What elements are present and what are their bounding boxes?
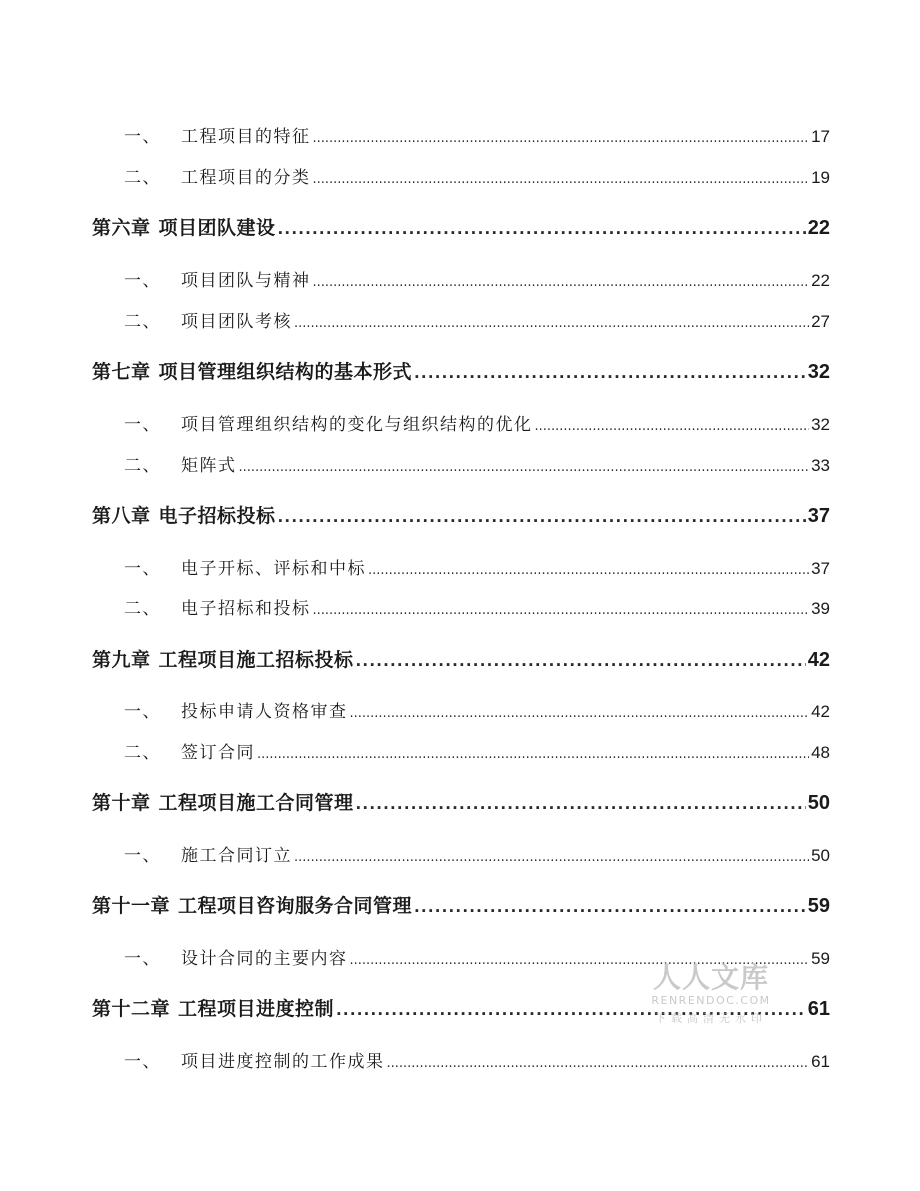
- toc-entry[interactable]: [92, 738, 830, 763]
- toc-entry-title: [92, 944, 348, 969]
- toc-chapter-text: 项目管理组织结构的基本形式: [158, 361, 413, 383]
- toc-chapter[interactable]: [92, 501, 830, 528]
- toc-entry[interactable]: [92, 163, 830, 188]
- watermark-logo: 人人文库: [652, 961, 769, 994]
- toc-entry[interactable]: [92, 122, 830, 147]
- dot-leader: [294, 316, 809, 331]
- toc-chapter[interactable]: [92, 213, 830, 240]
- dot-leader: [368, 563, 809, 578]
- watermark-site: RENRENDOC.COM: [651, 994, 771, 1007]
- toc-chapter-title: [92, 357, 412, 384]
- toc-chapter-number: 第六章: [92, 217, 151, 239]
- toc-entry-page: 59: [811, 949, 830, 968]
- toc-entry-text: 施工合同订立: [181, 846, 292, 866]
- toc-chapter-title: [92, 645, 354, 672]
- toc-entry-number: 一、: [124, 1052, 161, 1072]
- toc-chapter-text: 工程项目施工合同管理: [158, 792, 354, 814]
- dot-leader: [313, 172, 810, 187]
- toc-entry[interactable]: [92, 594, 830, 619]
- dot-leader: [414, 898, 806, 916]
- toc-entry[interactable]: [92, 841, 830, 866]
- toc-chapter-number: 第十二章: [92, 998, 171, 1020]
- toc-entry-number: 二、: [124, 312, 161, 332]
- toc-chapter-title: [92, 213, 276, 240]
- dot-leader: [313, 275, 810, 290]
- toc-entry-number: 一、: [124, 271, 161, 291]
- toc-entry-page: 32: [811, 415, 830, 434]
- toc-entry-number: 一、: [124, 846, 161, 866]
- toc-entry[interactable]: [92, 554, 830, 579]
- toc-chapter-page: 37: [807, 505, 830, 527]
- toc-chapter-text: 项目团队建设: [158, 217, 276, 239]
- toc-entry-title: [92, 451, 237, 476]
- dot-leader: [239, 460, 810, 475]
- toc-entry-text: 签订合同: [181, 743, 255, 763]
- toc-entry-title: [92, 266, 311, 291]
- dot-leader: [356, 652, 806, 670]
- toc-entry-number: 一、: [124, 949, 161, 969]
- toc-chapter[interactable]: [92, 788, 830, 815]
- toc-chapter[interactable]: [92, 357, 830, 384]
- toc-entry-number: 二、: [124, 168, 161, 188]
- watermark-tagline: 下载高清无水印: [655, 1012, 767, 1025]
- toc-entry-page: 33: [811, 456, 830, 475]
- toc-chapter-number: 第九章: [92, 649, 151, 671]
- dot-leader: [414, 364, 806, 382]
- toc-entry-title: [92, 410, 533, 435]
- dot-leader: [278, 508, 806, 526]
- toc-chapter-number: 第七章: [92, 361, 151, 383]
- toc-chapter-title: [92, 501, 276, 528]
- toc-entry[interactable]: [92, 410, 830, 435]
- toc-entry-text: 项目团队考核: [181, 312, 292, 332]
- dot-leader: [257, 747, 809, 762]
- toc-chapter-title: [92, 891, 412, 918]
- toc-chapter-page: 32: [807, 361, 830, 383]
- toc-chapter-text: 电子招标投标: [158, 505, 276, 527]
- toc-entry-page: 22: [811, 271, 830, 290]
- toc-entry-page: 37: [811, 559, 830, 578]
- toc-entry-page: 48: [811, 743, 830, 762]
- toc-entry[interactable]: [92, 697, 830, 722]
- toc-entry-number: 二、: [124, 456, 161, 476]
- toc-entry-text: 工程项目的特征: [181, 127, 311, 147]
- toc-entry-text: 项目团队与精神: [181, 271, 311, 291]
- toc-entry-page: 17: [811, 127, 830, 146]
- toc-chapter[interactable]: [92, 645, 830, 672]
- toc-entry-title: [92, 841, 292, 866]
- toc-entry-page: 27: [811, 312, 830, 331]
- dot-leader: [278, 220, 806, 238]
- toc-entry-number: 二、: [124, 743, 161, 763]
- toc-entry-page: 61: [811, 1052, 830, 1071]
- toc-chapter-number: 第十一章: [92, 895, 171, 917]
- toc-entry-text: 项目进度控制的工作成果: [181, 1052, 385, 1072]
- toc-entry-text: 矩阵式: [181, 456, 237, 476]
- toc-chapter-page: 59: [807, 895, 830, 917]
- toc-entry-text: 投标申请人资格审查: [181, 702, 348, 722]
- toc-chapter-number: 第八章: [92, 505, 151, 527]
- toc-entry-text: 项目管理组织结构的变化与组织结构的优化: [181, 415, 533, 435]
- toc-entry-title: [92, 1047, 385, 1072]
- toc-entry-title: [92, 738, 255, 763]
- toc-entry[interactable]: [92, 307, 830, 332]
- toc-entry[interactable]: [92, 266, 830, 291]
- toc-entry-title: [92, 554, 366, 579]
- toc-entry-page: 50: [811, 846, 830, 865]
- toc-chapter-text: 工程项目咨询服务合同管理: [178, 895, 413, 917]
- toc-chapter-page: 61: [807, 998, 830, 1020]
- toc-entry-text: 电子开标、评标和中标: [181, 559, 366, 579]
- toc-chapter-text: 工程项目施工招标投标: [158, 649, 354, 671]
- dot-leader: [356, 795, 806, 813]
- toc-chapter-page: 50: [807, 792, 830, 814]
- toc-entry-page: 42: [811, 702, 830, 721]
- dot-leader: [387, 1056, 810, 1071]
- toc-chapter-page: 42: [807, 649, 830, 671]
- toc-entry-number: 一、: [124, 415, 161, 435]
- watermark: [646, 956, 776, 1026]
- toc-chapter[interactable]: [92, 891, 830, 918]
- toc-entry-page: 39: [811, 599, 830, 618]
- toc-entry[interactable]: [92, 1047, 830, 1072]
- toc-entry-page: 19: [811, 168, 830, 187]
- toc-entry-text: 电子招标和投标: [181, 599, 311, 619]
- toc-entry-number: 一、: [124, 702, 161, 722]
- toc-chapter-text: 工程项目进度控制: [178, 998, 335, 1020]
- toc-entry-text: 工程项目的分类: [181, 168, 311, 188]
- dot-leader: [313, 603, 810, 618]
- toc-entry-number: 二、: [124, 599, 161, 619]
- toc-chapter-number: 第十章: [92, 792, 151, 814]
- toc-entry-title: [92, 122, 311, 147]
- dot-leader: [294, 850, 809, 865]
- toc-entry[interactable]: [92, 451, 830, 476]
- toc-entry-number: 一、: [124, 127, 161, 147]
- toc-entry-title: [92, 307, 292, 332]
- toc-entry-title: [92, 697, 348, 722]
- dot-leader: [535, 419, 810, 434]
- toc-entry-title: [92, 594, 311, 619]
- toc-chapter-page: 22: [807, 217, 830, 239]
- dot-leader: [350, 706, 810, 721]
- toc-chapter-title: [92, 788, 354, 815]
- toc-entry-title: [92, 163, 311, 188]
- toc-entry-text: 设计合同的主要内容: [181, 949, 348, 969]
- dot-leader: [313, 131, 810, 146]
- toc-entry-number: 一、: [124, 559, 161, 579]
- toc-chapter-title: [92, 994, 334, 1021]
